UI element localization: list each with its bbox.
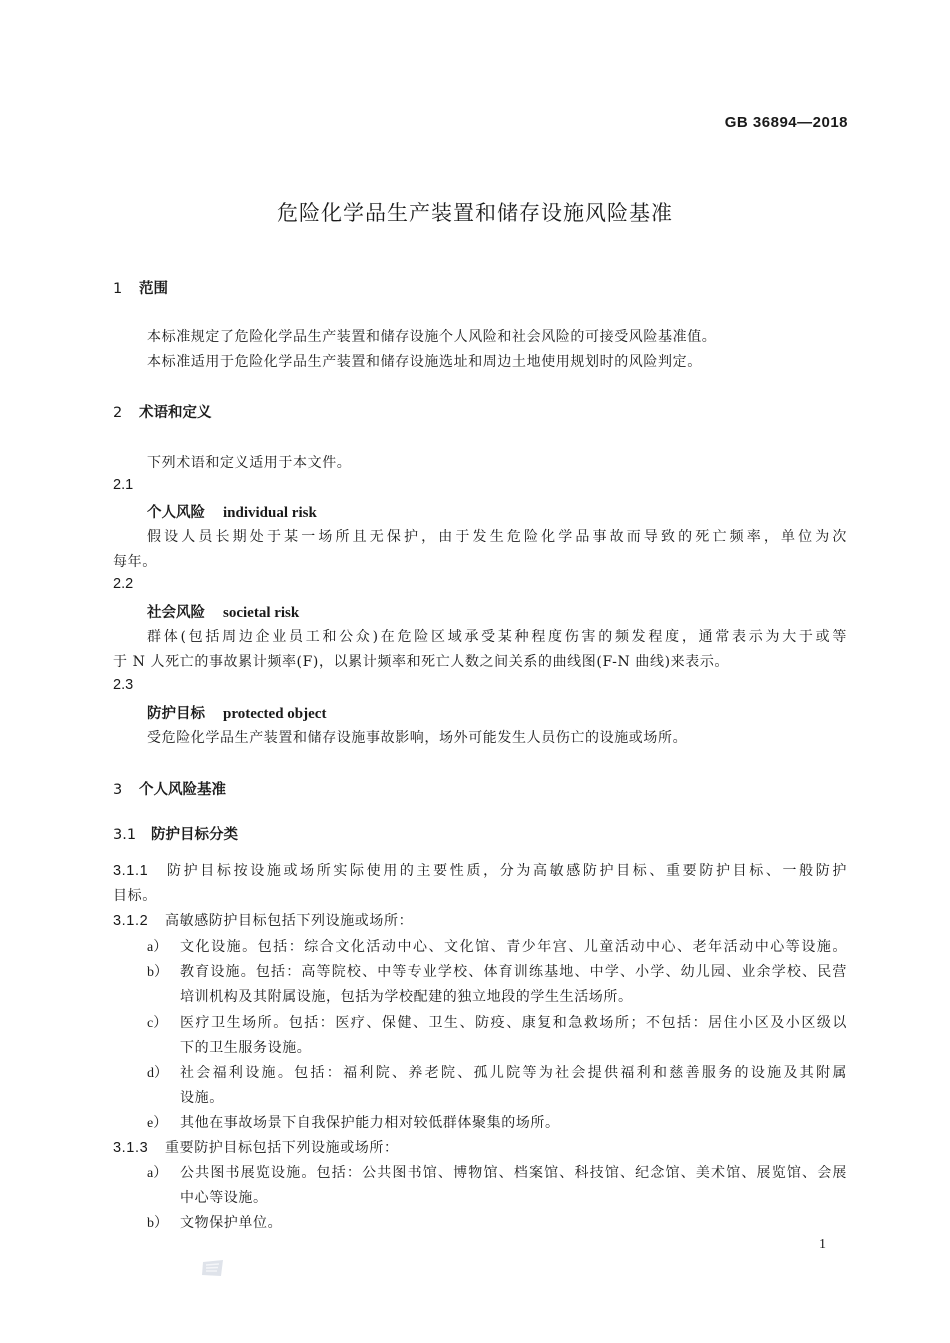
list-marker: e） [147,1116,168,1131]
standard-number: GB 36894—2018 [724,114,848,131]
clause-number: 3.1.2 [113,913,149,929]
list-item: 社会福利设施。包括：福利院、养老院、孤儿院等为社会提供福利和慈善服务的设施及其附属 [180,1065,847,1081]
clause-3-1-1 [113,860,847,880]
term-name [147,601,299,622]
list-item-cont: 下的卫生服务设施。 [180,1040,312,1056]
subsection-3-1-heading [113,823,238,844]
term-number: 2.1 [113,477,134,493]
list-marker: a） [147,940,168,955]
list-marker: a） [147,1166,168,1181]
section-2-heading [113,401,212,422]
term-number: 2.3 [113,677,134,693]
list-item: 文化设施。包括：综合文化活动中心、文化馆、青少年宫、儿童活动中心、老年活动中心等设施。 [180,939,847,955]
section-3-heading [113,778,226,799]
list-marker: b） [147,965,168,980]
section-title: 术语和定义 [139,405,212,421]
term-definition-cont: 于 N 人死亡的事故累计频率(F)，以累计频率和死亡人数之间关系的曲线图(F-N 曲线)来表示。 [113,654,730,670]
list-item: 其他在事故场景下自我保护能力相对较低群体聚集的场所。 [180,1115,560,1131]
term-definition: 群体(包括周边企业员工和公众)在危险区域承受某种程度伤害的频发程度，通常表示为大于或等 [147,629,847,645]
section-number: 1 [113,281,123,297]
list-marker: c） [147,1016,168,1031]
section-number: 2 [113,405,123,421]
document-title: 危险化学品生产装置和储存设施风险基准 [277,201,673,225]
list-item: 教育设施。包括：高等院校、中等专业学校、体育训练基地、中学、小学、幼儿园、业余学校、民营 [180,964,847,980]
clause-text-cont: 目标。 [113,888,157,904]
clause-text: 重要防护目标包括下列设施或场所： [165,1140,399,1156]
subsection-number: 3.1 [113,827,137,843]
term-zh: 防护目标 [147,706,205,722]
clause-number: 3.1.3 [113,1140,149,1156]
term-definition: 受危险化学品生产装置和储存设施事故影响，场外可能发生人员伤亡的设施或场所。 [147,730,688,746]
list-item-cont: 设施。 [180,1090,224,1106]
term-en: individual risk [223,505,317,521]
term-en: protected object [223,706,327,722]
page-number: 1 [819,1237,826,1252]
paragraph: 本标准适用于危险化学品生产装置和储存设施选址和周边土地使用规划时的风险判定。 [147,354,702,370]
section-1-heading [113,277,168,298]
clause-number: 3.1.1 [113,863,149,879]
clause-text: 防护目标按设施或场所实际使用的主要性质，分为高敏感防护目标、重要防护目标、一般防护 [165,863,847,879]
list-marker: d） [147,1066,168,1081]
term-name [147,501,317,522]
subsection-title: 防护目标分类 [151,827,238,843]
sac-logo-icon [200,1258,226,1278]
section-title: 个人风险基准 [139,782,226,798]
section-number: 3 [113,782,123,798]
list-marker: b） [147,1216,168,1231]
term-en: societal risk [223,605,300,621]
term-number: 2.2 [113,576,134,592]
paragraph: 本标准规定了危险化学品生产装置和储存设施个人风险和社会风险的可接受风险基准值。 [147,329,717,345]
term-zh: 个人风险 [147,505,205,521]
term-definition: 假设人员长期处于某一场所且无保护，由于发生危险化学品事故而导致的死亡频率，单位为次 [147,529,847,545]
term-name [147,702,326,723]
term-zh: 社会风险 [147,605,205,621]
clause-3-1-2 [113,910,413,930]
list-item: 医疗卫生场所。包括：医疗、保健、卫生、防疫、康复和急救场所；不包括：居住小区及小区级以 [180,1015,847,1031]
section-title: 范围 [139,281,168,297]
clause-3-1-3 [113,1137,399,1157]
list-item-cont: 中心等设施。 [180,1190,268,1206]
clause-text: 高敏感防护目标包括下列设施或场所： [165,913,414,929]
list-item: 公共图书展览设施。包括：公共图书馆、博物馆、档案馆、科技馆、纪念馆、美术馆、展览馆、会展 [180,1165,847,1181]
list-item: 文物保护单位。 [180,1215,283,1231]
list-item-cont: 培训机构及其附属设施，包括为学校配建的独立地段的学生生活场所。 [180,989,633,1005]
paragraph: 下列术语和定义适用于本文件。 [147,455,352,471]
term-definition-cont: 每年。 [113,554,157,570]
